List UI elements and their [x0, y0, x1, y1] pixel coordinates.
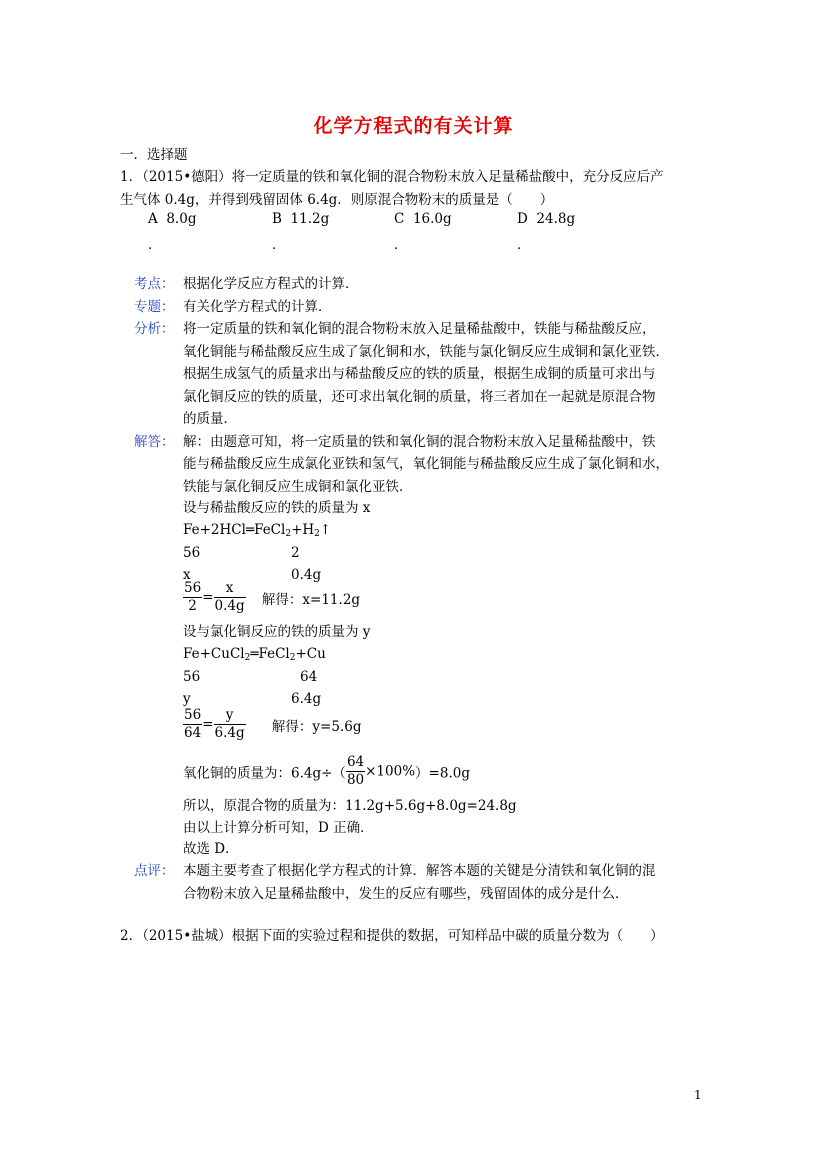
- fraction: [214, 580, 246, 615]
- dianping-label: 点评：: [134, 863, 175, 879]
- eq2-mass-right: 64: [300, 669, 318, 685]
- q1-option-c-dot: ．: [394, 237, 408, 253]
- eq2-var-left: y: [183, 691, 191, 707]
- numerator: 56: [184, 580, 202, 596]
- fenxi-line: 将一定质量的铁和氧化铜的混合物粉末放入足量稀盐酸中，铁能与稀盐酸反应，: [183, 321, 656, 337]
- kaodian-text: 根据化学反应方程式的计算．: [183, 276, 359, 292]
- zhuanti-text: 有关化学方程式的计算．: [183, 299, 332, 315]
- fraction: [183, 580, 202, 615]
- total-mass-line: 所以，原混合物的质量为：11.2g+5.6g+8.0g=24.8g: [183, 798, 517, 814]
- section-heading: 一．选择题: [120, 147, 188, 163]
- kaodian-label: 考点：: [134, 276, 175, 292]
- conclusion-line: 由以上计算分析可知，D 正确．: [183, 820, 374, 836]
- q1-option-d: [517, 211, 575, 227]
- zhuanti-label: 专题：: [134, 299, 175, 315]
- q2-stem: 2．（2015•盐城）根据下面的实验过程和提供的数据，可知样品中碳的质量分数为（ ）: [120, 928, 664, 944]
- fenxi-line: 的质量．: [183, 411, 237, 427]
- denominator: 64: [184, 725, 202, 741]
- jieda-line: 铁能与氯化铜反应生成铜和氯化亚铁．: [183, 479, 413, 495]
- jieda-line: 能与稀盐酸反应生成氯化亚铁和氢气，氧化铜能与稀盐酸反应生成了氯化铜和水，: [183, 456, 669, 472]
- denominator: 6.4g: [214, 725, 245, 741]
- eq-part: +H: [291, 522, 315, 538]
- eq-part: ═FeCl: [250, 646, 290, 662]
- fraction: [214, 707, 246, 742]
- q1-stem-line-2: 生气体 0.4g，并得到残留固体 6.4g．则原混合物粉末的质量是（ ）: [120, 192, 554, 208]
- numerator: y: [214, 707, 246, 725]
- numerator: 64: [346, 754, 365, 770]
- option-letter: C: [394, 211, 405, 227]
- result-text: 解得：y=5.6g: [271, 718, 362, 735]
- equation-1: [183, 519, 331, 545]
- fenxi-line: 氯化铜反应的铁的质量，还可求出氧化铜的质量，将三者加在一起就是原混合物: [183, 389, 656, 405]
- eq1-var-left: x: [183, 567, 191, 583]
- jieda-label: 解答：: [134, 434, 175, 450]
- page-title: 化学方程式的有关计算: [313, 115, 514, 137]
- q1-option-b-dot: ．: [272, 237, 286, 253]
- numerator: 56: [184, 707, 202, 723]
- eq-subscript: 2: [314, 529, 320, 539]
- proportion-1: [183, 580, 360, 615]
- eq-part: Fe+2HCl═FeCl: [183, 522, 286, 538]
- dianping-line: 本题主要考查了根据化学方程式的计算．解答本题的关键是分清铁和氧化铜的混: [183, 863, 656, 879]
- proportion-2: [183, 707, 361, 742]
- option-letter: B: [272, 211, 282, 227]
- eq-subscript: 2: [285, 529, 292, 539]
- fraction: [183, 707, 202, 742]
- equals-sign: =: [202, 589, 214, 606]
- eq-subscript: 2: [289, 653, 296, 663]
- cuo-suffix: ）=8.0g: [415, 765, 470, 782]
- numerator: x: [214, 580, 246, 598]
- fenxi-line: 根据生成氢气的质量求出与稀盐酸反应的铁的质量，根据生成铜的质量可求出与: [183, 366, 656, 382]
- q1-option-c: [394, 211, 452, 227]
- eq1-mass-left: 56: [183, 545, 201, 561]
- q1-option-b: [272, 211, 329, 227]
- fraction: [346, 754, 365, 789]
- eq-subscript: 2: [244, 653, 251, 663]
- cuo-times: ×100%: [365, 763, 416, 780]
- q1-option-a: [148, 211, 196, 227]
- eq1-mass-right: 2: [291, 545, 300, 561]
- option-letter: D: [517, 211, 528, 227]
- denominator: 0.4g: [214, 598, 245, 614]
- option-text: 11.2g: [290, 211, 330, 227]
- q1-stem-line-1: 1．（2015•德阳）将一定质量的铁和氧化铜的混合物粉末放入足量稀盐酸中，充分反应后产: [120, 169, 664, 185]
- q1-option-d-dot: ．: [517, 237, 531, 253]
- denominator: 2: [188, 598, 197, 614]
- option-text: 16.0g: [412, 211, 452, 227]
- q1-option-a-dot: ．: [148, 237, 162, 253]
- cuo-prefix: 氧化铜的质量为：6.4g÷（: [183, 765, 346, 782]
- jieda-line: 解：由题意可知，将一定质量的铁和氧化铜的混合物粉末放入足量稀盐酸中，铁: [183, 434, 656, 450]
- eq-part: +Cu: [295, 646, 326, 662]
- answer-line: 故选 D．: [183, 841, 239, 857]
- result-text: 解得：x=11.2g: [261, 591, 361, 608]
- eq2-var-right: 6.4g: [291, 691, 322, 707]
- eq2-mass-left: 56: [183, 669, 201, 685]
- eq-part: Fe+CuCl: [183, 646, 245, 662]
- jieda-line: 设与稀盐酸反应的铁的质量为 x: [183, 500, 371, 516]
- equals-sign: =: [202, 716, 214, 733]
- set-y-line: 设与氯化铜反应的铁的质量为 y: [183, 624, 371, 640]
- cuo-mass-line: [183, 754, 470, 789]
- option-text: 8.0g: [166, 211, 197, 227]
- page-number: 1: [694, 1088, 702, 1102]
- fenxi-line: 氧化铜能与稀盐酸反应生成了氯化铜和水，铁能与氯化铜反应生成铜和氯化亚铁．: [183, 344, 669, 360]
- fenxi-label: 分析：: [134, 321, 175, 337]
- gas-arrow-icon: ↑: [319, 522, 332, 538]
- denominator: 80: [346, 772, 365, 788]
- eq1-var-right: 0.4g: [291, 567, 322, 583]
- dianping-line: 合物粉末放入足量稀盐酸中，发生的反应有哪些，残留固体的成分是什么．: [183, 886, 629, 902]
- option-letter: A: [148, 211, 158, 227]
- option-text: 24.8g: [536, 211, 576, 227]
